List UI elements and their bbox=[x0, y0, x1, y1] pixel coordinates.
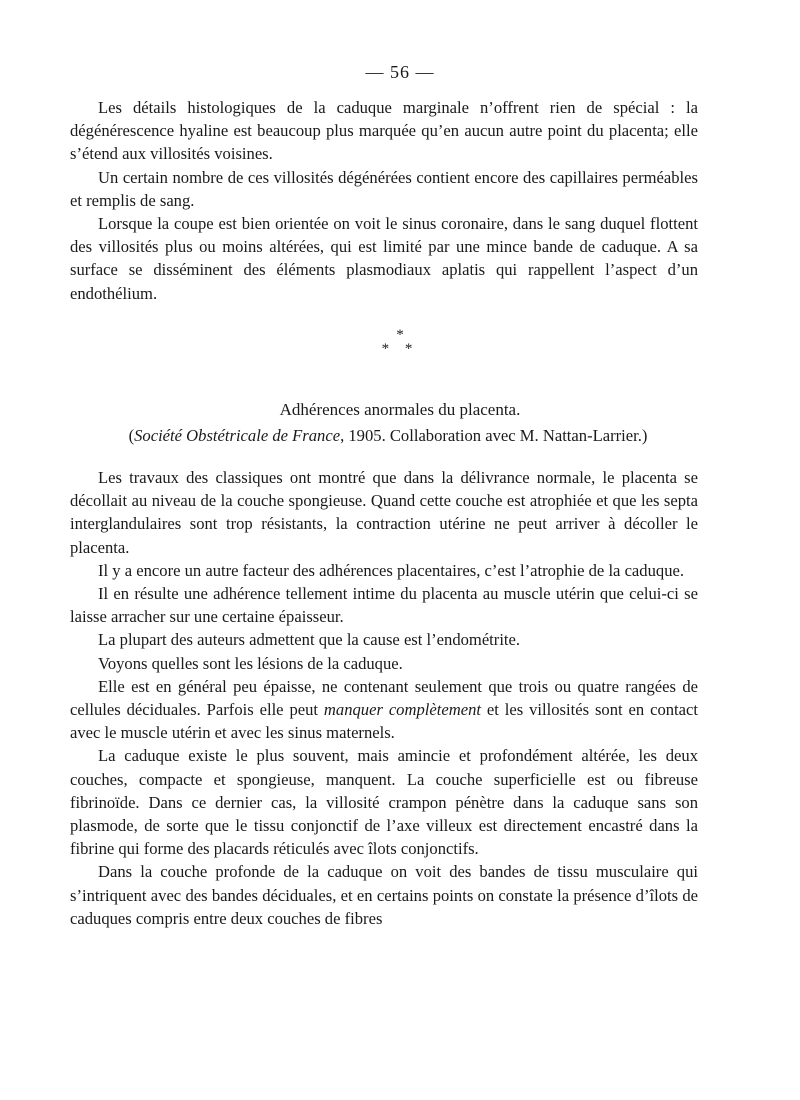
paragraph: Il y a encore un autre facteur des adhérences placentaires, c’est l’atrophie de la caduque. bbox=[98, 560, 684, 580]
paragraph: La plupart des auteurs admettent que la cause est l’endométrite. bbox=[98, 630, 521, 650]
asterism-bottom: * * bbox=[381, 341, 419, 357]
paragraph: Il en résulte une adhérence tellement intime du placenta au muscle utérin que celui-ci se laisse arracher sur une certaine épaisseur. bbox=[70, 584, 698, 627]
source-details: , 1905. Collaboration avec M. Nattan-Larrier.) bbox=[340, 426, 648, 445]
paragraph: Dans la couche profonde de la caduque on voit des bandes de tissu musculaire qui s’intriquent avec des bandes déciduales, et en certains points on constate la présence d’îlots de caduques compris entre deux couches de fibres bbox=[70, 862, 698, 928]
paragraph: Les détails histologiques de la caduque marginale n’offrent rien de spécial : la dégénérescence hyaline est beaucoup plus marquée qu’en aucun autre point du placenta; elle s’étend aux villosités voisines. bbox=[70, 98, 698, 164]
body-text bbox=[70, 466, 698, 930]
emphasis: manquer complètement bbox=[323, 700, 481, 720]
paragraph: Lorsque la coupe est bien orientée on voit le sinus coronaire, dans le sang duquel flottent des villosités plus ou moins altérées, qui est limité par une mince bande de caduque. A sa surface se disséminent des éléments plasmodiaux aplatis qui rappellent l’aspect d’un endothélium. bbox=[70, 214, 698, 303]
source-open: ( bbox=[128, 426, 135, 445]
asterism-top: * bbox=[396, 327, 404, 343]
paragraph: Un certain nombre de ces villosités dégénérées contient encore des capillaires perméables et remplis de sang. bbox=[70, 167, 698, 210]
page-number: — 56 — bbox=[365, 62, 435, 82]
text-run: et les villosités sont en contact avec le muscle utérin et avec les sinus maternels. bbox=[70, 700, 698, 743]
paragraph: Les travaux des classiques ont montré que dans la délivrance normale, le placenta se décollait au niveau de la couche spongieuse. Quand cette couche est atrophiée et que les septa interglandulaires sont trop résistants, la contraction utérine ne peut arriver à décoller le placenta. bbox=[70, 468, 698, 557]
section-title: Adhérences anormales du placenta. bbox=[279, 400, 521, 419]
section-separator bbox=[0, 328, 800, 356]
intro-text bbox=[70, 96, 698, 305]
paragraph: La caduque existe le plus souvent, mais amincie et profondément altérée, les deux couches, compacte et spongieuse, manquent. La couche superficielle est ou fibreuse fibrinoïde. Dans ce dernier cas, la villosité crampon pénètre dans la caduque sans son plasmode, de sorte que le tissu conjonctif de l’axe villeux est directement encastré dans la fibrine qui forme des placards réticulés avec îlots conjonctifs. bbox=[70, 746, 698, 859]
section-source bbox=[58, 424, 718, 448]
text-run: Elle est en général peu épaisse, ne contenant seulement que trois ou quatre rangées de cellules déciduales. Parfois elle peut bbox=[70, 676, 698, 720]
paragraph: Voyons quelles sont les lésions de la caduque. bbox=[98, 653, 403, 673]
paragraph bbox=[70, 675, 698, 745]
source-journal: Société Obstétricale de France bbox=[134, 426, 341, 445]
